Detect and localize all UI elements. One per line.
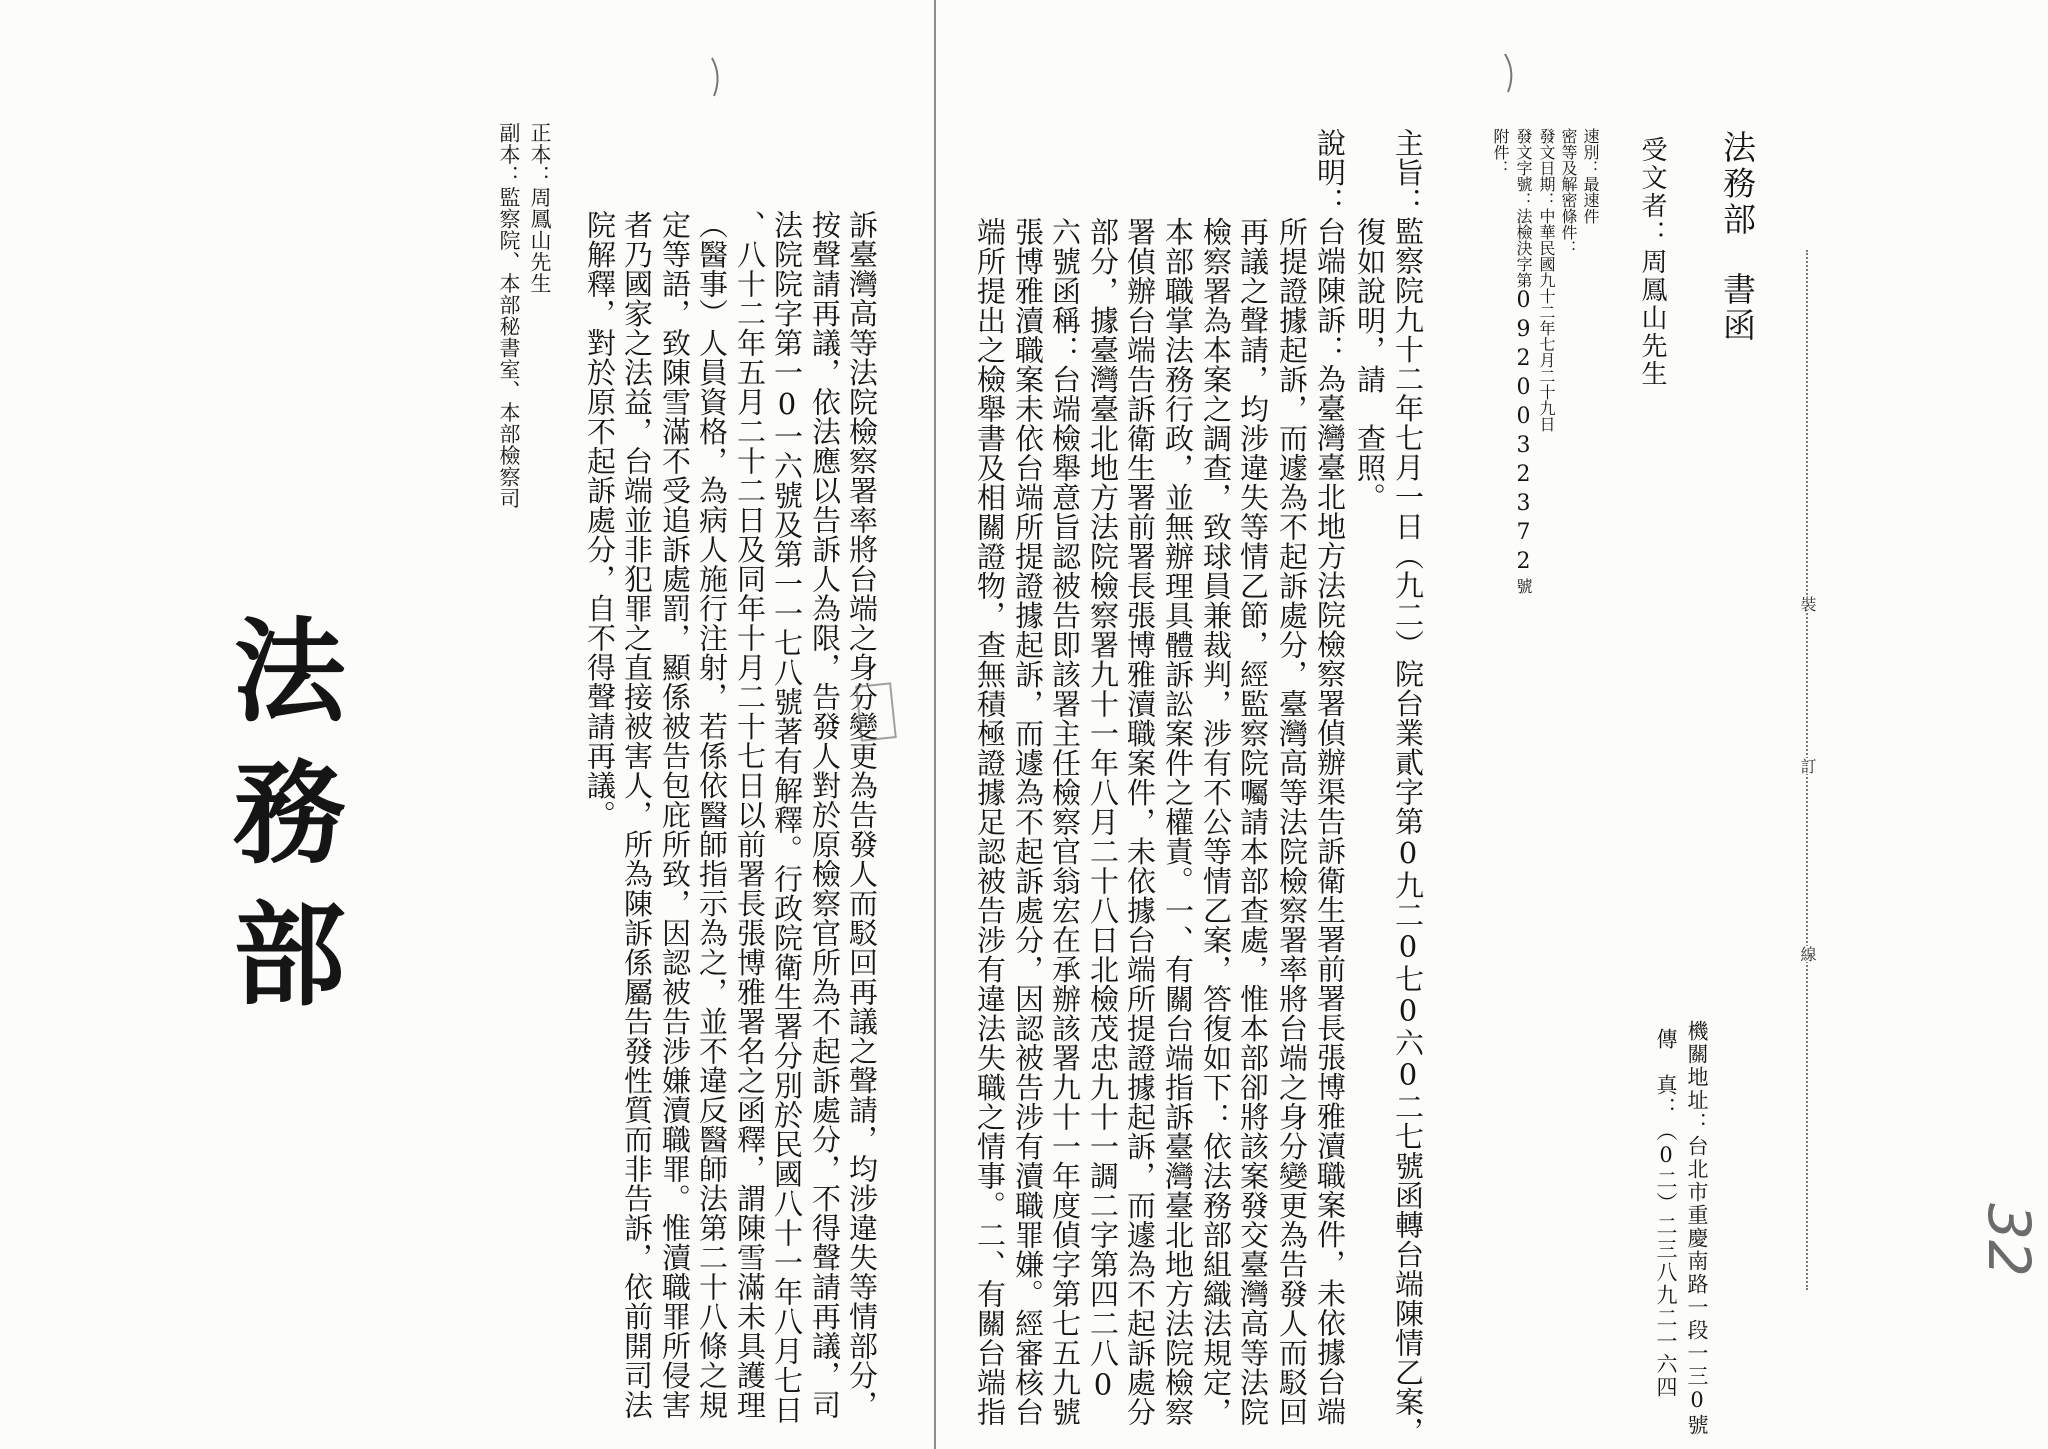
letter-title bbox=[1717, 130, 1757, 344]
body-column: 所提證據起訴，而遽為不起訴處分，臺灣高等法院檢察署率將台端之身分變更為告發人而駁回 bbox=[1275, 217, 1309, 1427]
handwritten-page-mark: 32 bbox=[1974, 1203, 2043, 1277]
body-column: 端所提出之檢舉書及相關證物，查無積極證據足認被告涉有違法失職之情事。二、有關台端指 bbox=[973, 217, 1007, 1427]
body-column: 署偵辦台端告訴衛生署前署長張博雅瀆職案件，未依據台端所提證據起訴，而遽為不起訴處分 bbox=[1123, 217, 1157, 1427]
seal-stamp bbox=[855, 682, 897, 741]
body-column: 張博雅瀆職案未依台端所提證據起訴，而遽為不起訴處分，因認被告涉有瀆職罪嫌。經審核台 bbox=[1011, 217, 1045, 1427]
document-number: 0920032372 bbox=[1511, 288, 1536, 578]
document-number-suffix: 號 bbox=[1514, 578, 1533, 594]
subject-line: 主旨：監察院九十二年七月一日（九二）院台業貳字第0九二0七0六0二七號函轉台端陳情乙案， bbox=[1391, 128, 1425, 1446]
body-column: 檢察署為本案之調查，致球員兼裁判，涉有不公等情乙案，答復如下：依法務部組織法規定， bbox=[1199, 217, 1233, 1427]
document-number-label: 發文字號：法檢決字第 bbox=[1514, 128, 1533, 288]
binding-mark: 裝 bbox=[1798, 596, 1817, 612]
agency-address: 機關地址：台北市重慶南路一段一三0號 bbox=[1685, 1020, 1709, 1437]
body-column: 院解釋，對於原不起訴處分，自不得聲請再議。 bbox=[583, 210, 617, 830]
body-column: 復如說明，請 查照。 bbox=[1353, 217, 1387, 512]
page-fold-line bbox=[934, 0, 936, 1449]
binding-mark: 訂 bbox=[1798, 758, 1817, 774]
body-column: 法院院字第一0一六號及第一一七八號著有解釋。行政院衛生署分別於民國八十一年八月七日 bbox=[770, 210, 804, 1425]
issue-date-field: 發文日期：中華民國九十二年七月二十九日 bbox=[1537, 128, 1556, 432]
document-number-field bbox=[1511, 128, 1536, 594]
body-column: 六號函稱：台端檢舉意旨認被告即該署主任檢察官翁宏在承辦該署九十一年度偵字第七五九號 bbox=[1048, 217, 1082, 1427]
attachment-field: 附件： bbox=[1491, 128, 1510, 176]
body-column: 訴臺灣高等法院檢察署率將台端之身分變更為告發人而駁回再議之聲請，均涉違失等情部分， bbox=[845, 210, 879, 1420]
body-column: 按聲請再議，依法應以告訴人為限，告發人對於原檢察官所為不起訴處分，不得聲請再議，司 bbox=[808, 210, 842, 1420]
body-column: 定等語，致陳雪滿不受追訴處罰，顯係被告包庇所致，因認被告涉嫌瀆職罪。惟瀆職罪所侵害 bbox=[658, 210, 692, 1420]
body-column: 本部職掌法務行政，並無辦理具體訴訟案件之權責。一、有關台端指訴臺灣臺北地方法院檢察 bbox=[1161, 217, 1195, 1427]
classification-field: 密等及解密條件： bbox=[1559, 128, 1578, 256]
recipient-line: 受文者：周鳳山先生 bbox=[1637, 136, 1667, 388]
body-column: 再議之聲請，均涉違失等情乙節，經監察院囑請本部查處，惟本部卻將該案發交臺灣高等法院 bbox=[1236, 217, 1270, 1427]
original-recipient: 正本：周鳳山先生 bbox=[528, 122, 552, 294]
agency-fax: 傳 真：（0二）二三八九二一六四 bbox=[1654, 1028, 1678, 1399]
body-column: （醫事）人員資格，為病人施行注射，若係依醫師指示為之，並不違反醫師法第二十八條之規 bbox=[695, 210, 729, 1420]
document-type: 書函 bbox=[1718, 272, 1757, 344]
agency-name: 法務部 bbox=[1718, 130, 1757, 238]
punch-hole-arc-right bbox=[1505, 54, 1511, 92]
punch-hole-arc-left bbox=[712, 58, 718, 96]
copy-recipients: 副本：監察院、本部秘書室、本部檢察司 bbox=[497, 122, 521, 509]
body-column: 、八十二年五月二十二日及同年十月二十七日以前署長張博雅署名之函釋，謂陳雪滿未具護理 bbox=[733, 210, 767, 1420]
speed-field: 速別：最速件 bbox=[1581, 128, 1600, 224]
agency-signature: 法務部 bbox=[215, 612, 346, 1038]
explanation-line: 說明：台端陳訴：為臺灣臺北地方法院檢察署偵辦渠告訴衛生署前署長張博雅瀆職案件，未依據台端 bbox=[1313, 128, 1347, 1426]
body-column: 者乃國家之法益，台端並非犯罪之直接被害人，所為陳訴係屬告發性質而非告訴，依前開司法 bbox=[620, 210, 654, 1420]
body-column: 部分，據臺灣臺北地方法院檢察署九十一年八月二十八日北檢茂忠九十一調二字第四二八0 bbox=[1086, 217, 1120, 1402]
binding-mark: 線 bbox=[1798, 946, 1817, 962]
